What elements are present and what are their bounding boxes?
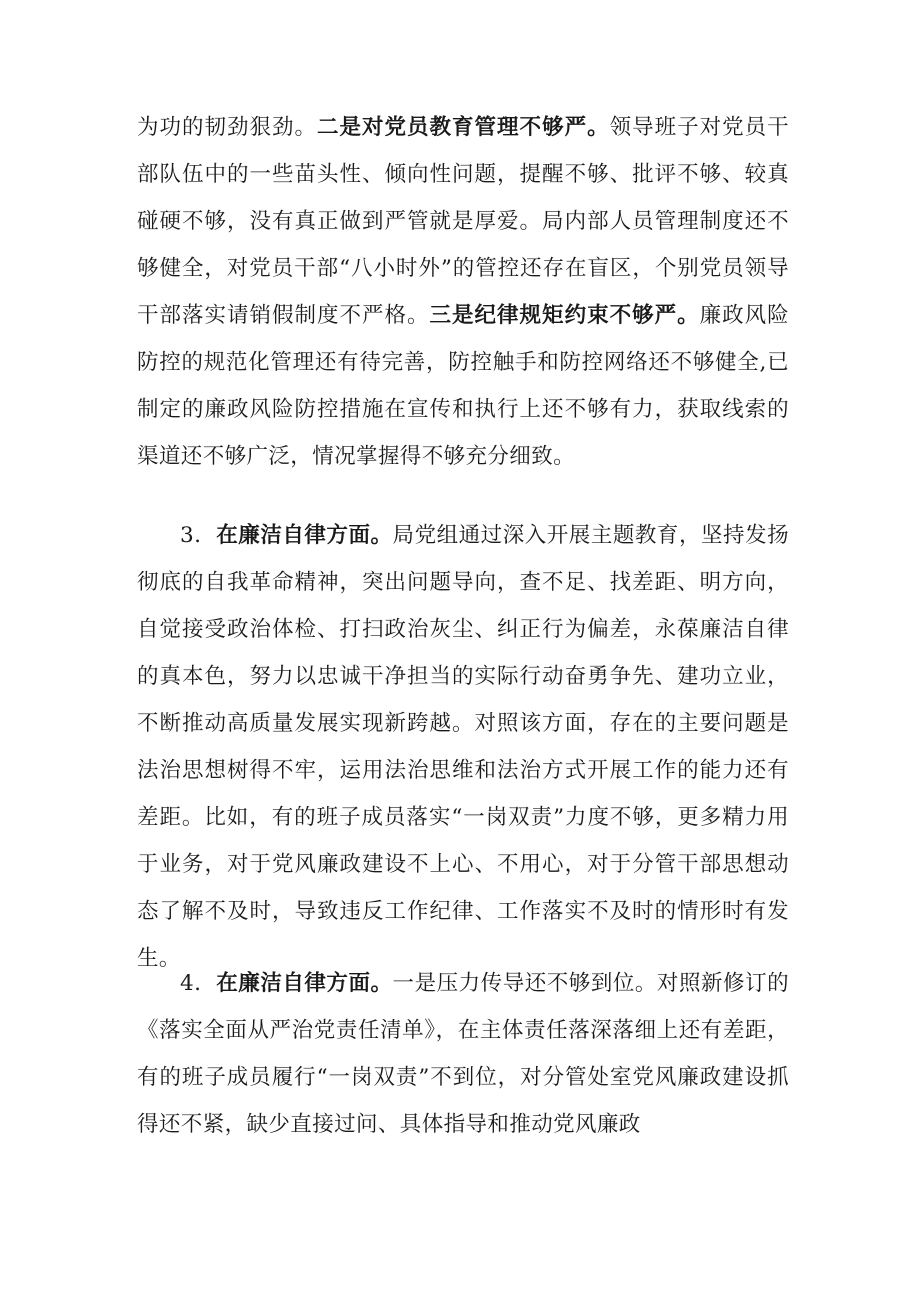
text-run: 为功的韧劲狠劲。 [137,115,318,140]
text-run: 局党组通过深入开展主题教育，坚持发扬彻底的自我革命精神，突出问题导向，查不足、找差距、明方向，自觉接受政治体检、打扫政治灰尘、纠正行为偏差，永葆廉洁自律的真本色，努力以忠诚干净担当的实际行动奋勇争先、建功立业，不断推动高质量发展实现新跨越。对照该方面，存在的主要问题是法治思想树得不牢，运用法治思维和法治方式开展工作的能力还有差距。比如，有的班子成员落实“一岗双责”力度不够，更多精力用于业务，对于党风廉政建设不上心、不用心，对于分管干部思想动态了解不及时，导致违反工作纪律、工作落实不及时的情形时有发生。 [137,523,790,971]
paragraph-discipline-issues [137,104,789,480]
heading-run-education-management: 二是对党员教育管理不够严。 [317,115,610,140]
text-run: 领导班子对党员干部队伍中的一些苗头性、倾向性问题，提醒不够、批评不够、较真碰硬不够，没有真正做到严管就是厚爱。局内部人员管理制度还不够健全，对党员干部“八小时外”的管控还存在盲区，个别党员领导干部落实请销假制度不严格。 [137,115,790,328]
text-run: 一是压力传导还不够到位。对照新修订的《落实全面从严治党责任清单》，在主体责任落深落细上还有差距，有的班子成员履行“一岗双责”不到位，对分管处室党风廉政建设抓得还不紧，缺少直接过问、具体指导和推动党风廉政 [137,971,790,1137]
section-number: 3． [180,523,217,548]
section-number: 4． [180,971,217,996]
section-heading: 在廉洁自律方面。 [216,523,393,548]
paragraph-section-3 [137,512,789,982]
section-heading: 在廉洁自律方面。 [216,971,393,996]
text-run: 廉政风险防控的规范化管理还有待完善，防控触手和防控网络还不够健全,已制定的廉政风险防控措施在宣传和执行上还不够有力，获取线索的渠道还不够广泛，情况掌握得不够充分细致。 [137,303,790,469]
paragraph-section-4 [137,960,789,1148]
heading-run-discipline-rules: 三是纪律规矩约束不够严。 [429,303,700,328]
